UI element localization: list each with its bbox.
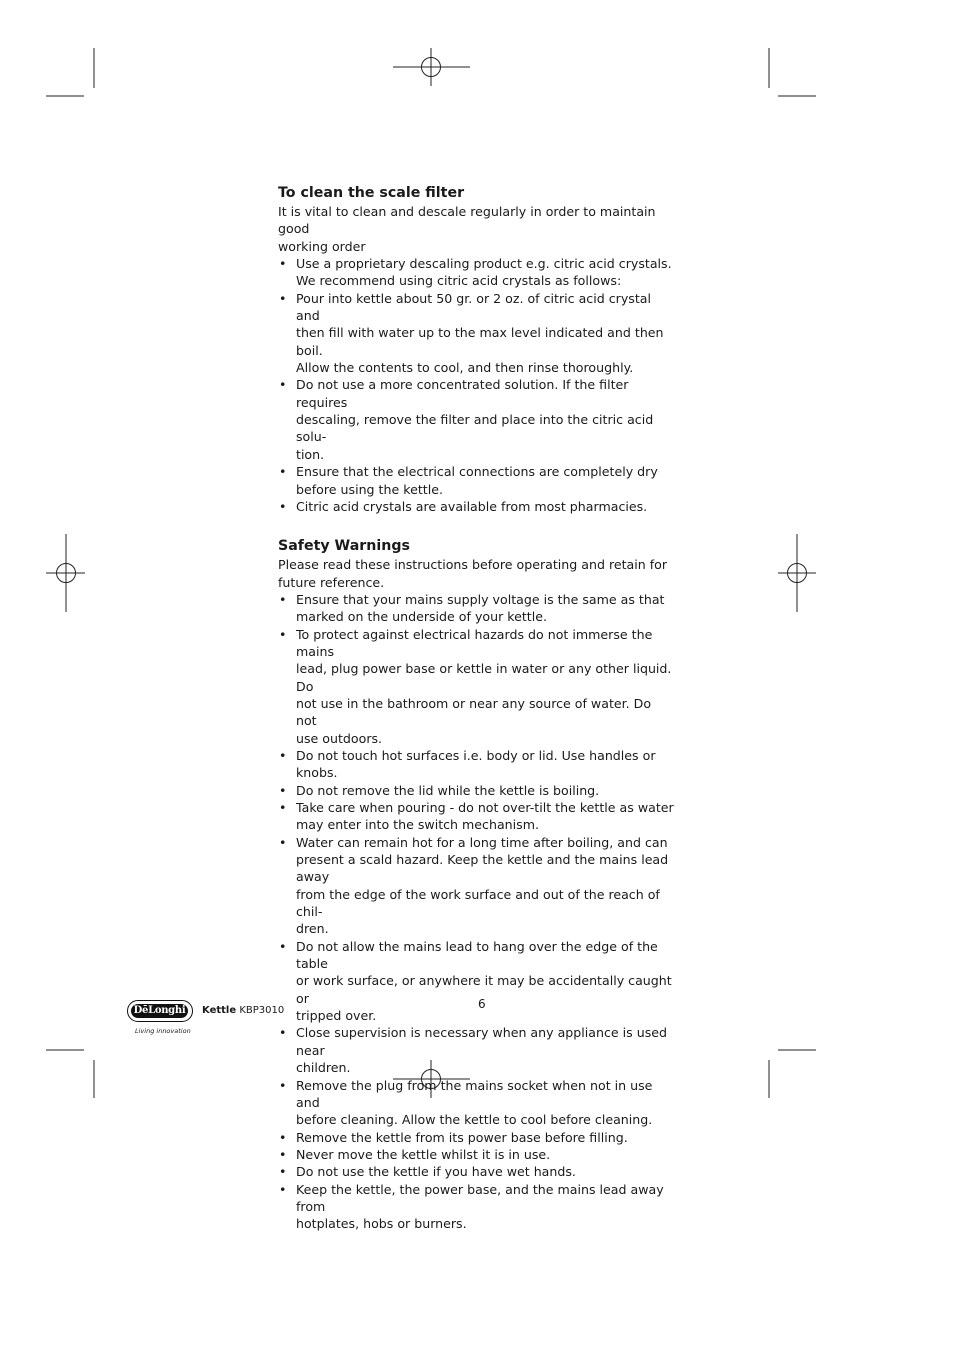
section-heading: To clean the scale filter [278,185,465,201]
list-item: • Water can remain hot for a long time after boiling, and can present a scald hazard. Keep the kettle and the mains lead away from the edge of the work surface and out of the reach of chil- dren. [278,834,674,938]
bullet-list [278,591,674,1233]
logo-tagline: Living innovation [135,1027,191,1035]
section-heading: Safety Warnings [278,538,410,555]
list-item: • Keep the kettle, the power base, and the mains lead away from hotplates, hobs or burners. [278,1181,674,1233]
list-item: • Remove the plug from the mains socket when not in use and before cleaning. Allow the kettle to cool before cleaning. [278,1077,674,1129]
section-clean-scale-filter [278,184,674,515]
footer [127,1000,327,1040]
page-content [278,184,674,1233]
list-item: • Do not touch hot surfaces i.e. body or lid. Use handles or knobs. [278,747,674,782]
list-item: • Remove the kettle from its power base before filling. [278,1129,674,1146]
section-safety-warnings [278,537,674,1232]
list-item: • Do not allow the mains lead to hang over the edge of the table or work surface, or anywhere it may be accidentally caught or tripped over. [278,938,674,1025]
list-item: • Ensure that your mains supply voltage is the same as that marked on the underside of your kettle. [278,591,674,626]
list-item: • Use a proprietary descaling product e.g. citric acid crystals. We recommend using citric acid crystals as follows: [278,255,674,290]
list-item: • Close supervision is necessary when any appliance is used near children. [278,1024,674,1076]
section-intro: Please read these instructions before operating and retain for future reference. [278,557,668,590]
list-item: • To protect against electrical hazards do not immerse the mains lead, plug power base or kettle in water or any other liquid. Do not use in the bathroom or near any source of water. Do not use outdoors. [278,626,674,747]
list-item: • Pour into kettle about 50 gr. or 2 oz. of citric acid crystal and then fill with water up to the max level indicated and then boil. Allow the contents to cool, and then rinse thoroughly. [278,290,674,377]
product-name: Kettle [202,1005,237,1016]
list-item: • Do not use the kettle if you have wet hands. [278,1163,674,1180]
product-label [202,1005,284,1017]
list-item: • Take care when pouring - do not over-tilt the kettle as water may enter into the switch mechanism. [278,799,674,834]
list-item: • Never move the kettle whilst it is in use. [278,1146,674,1163]
delonghi-logo [127,1000,193,1022]
section-spacer [278,515,674,537]
list-item: • Citric acid crystals are available from most pharmacies. [278,498,674,515]
page-number: 6 [478,997,486,1011]
list-item: • Do not remove the lid while the kettle is boiling. [278,782,674,799]
list-item: • Ensure that the electrical connections are completely dry before using the kettle. [278,463,674,498]
bullet-list [278,255,674,515]
product-model: KBP3010 [239,1005,285,1016]
section-intro: It is vital to clean and descale regularly in order to maintain good working order [278,204,656,254]
list-item: • Do not use a more concentrated solution. If the filter requires descaling, remove the filter and place into the citric acid solu- tion. [278,376,674,463]
logo-wordmark: DēLonghi [131,1004,188,1018]
